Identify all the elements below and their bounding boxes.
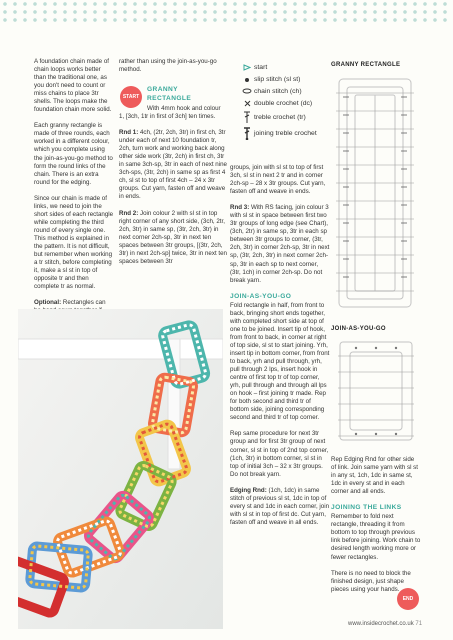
page-number: 71 (415, 621, 423, 627)
crochet-chain-photo (18, 309, 223, 629)
edging-repeat-paragraph: Rep Edging Rnd for other side of link. Join same yarn with sl st in any st, 1ch, 1dc in same st, 1dc in every st and in each corner and all ends. (331, 456, 418, 496)
joining-links-heading: JOINING THE LINKS (331, 504, 402, 512)
column-3-text (230, 164, 330, 535)
granny-rectangle-chart (333, 73, 417, 313)
column-2-pattern (119, 105, 227, 274)
joining-treble-icon (240, 127, 254, 140)
intro-paragraph: A foundation chain made of chain loops works better than the traditional one, as you don't need to count or miss chains to place 3tr shells. The loops make the foundation chain more solid. (34, 58, 112, 114)
start-badge: START (120, 86, 142, 108)
chain-oval-icon (240, 88, 254, 94)
join-as-you-go-chart (336, 338, 416, 444)
join-paragraph-2: Rep same procedure for next 3tr group and for first 3tr group of next corner, sl st in top of 2nd top corner, (1ch, 3tr) in bottom corner, sl st in top of initial 3ch – 32 x 3tr groups. Do not break yarn. (230, 430, 329, 478)
join-chart-title: JOIN-AS-YOU-GO (331, 326, 386, 332)
key-start: start (240, 62, 340, 74)
key-chain-stitch: chain stitch (ch) (240, 86, 340, 98)
round-3-instruction: Rnd 3: With RS facing, join colour 3 with sl st in space between first two 3tr groups of long edge (see Chart), (3ch, 2tr) in same sp, 3tr in each sp between 3tr groups to corner, (3tr, 2ch, 3tr) in corner 2ch-sp, 3tr in next sp, (3tr, 2ch, 3tr) in next corner 2ch-sp, 3tr in each sp to next corner, (3tr, 1ch) in corner 2ch-sp. Do not break yarn. (230, 204, 330, 284)
join-paragraph-1: Fold rectangle in half, from front to back, bringing short ends together, with completed short side at top of one to be joined. Insert tip of hook, from front to back, in corner at right of top side, sl st to start joining. Yrh, insert tip in bottom corner, from front to back, yrh and pull through, yrh, pull through 2 lps, insert hook in centre of first top tr of top corner, yrh, pull through and through all lps on hook – first joining tr made. Rep for both second and third tr of bottom side, joining corresponding second and third tr of top corner. (230, 301, 330, 422)
links-paragraph: Since our chain is made of links, we need to join the short sides of each rectangle while completing the third round of every single one. This method is explained in the pattern. It is not difficult, but remember when working a tr stitch, before completing it, make a sl st in top of opposite tr and then complete tr as normal. (34, 194, 114, 291)
granny-rectangle-heading: GRANNY RECTANGLE (147, 86, 192, 102)
blocking-note: There is no need to block the finished design, just shape pieces using your hands. (331, 569, 411, 593)
granny-chart-title: GRANNY RECTANGLE (331, 62, 401, 68)
column-2-intro: rather than using the join-as-you-go method. (119, 58, 217, 74)
end-badge: END (397, 588, 419, 610)
joining-links-paragraph: Remember to fold next rectangle, threading it from bottom to top through previous link before joining. Work chain to desired length working more or fewer rectangles. (331, 513, 421, 561)
round-2-instruction: Rnd 2: Join colour 2 with sl st in top right corner of any short side, (3ch, 2tr, 2ch, 3tr) in same sp, (3tr, 2ch, 3tr) in next corner 2ch-sp, 3tr in next ten spaces between 3tr groups, [(3tr, 2ch, 3tr) in next 2ch-sp] twice, 3tr in next ten spaces between 3tr (119, 209, 227, 265)
join-as-you-go-heading: JOIN-AS-YOU-GO (230, 292, 292, 300)
start-arrow-icon (240, 64, 254, 71)
footer (348, 621, 422, 627)
lead-instruction: With 4mm hook and colour 1, [3ch, 1tr in first of 3ch] ten times. (119, 105, 221, 121)
stitch-key (240, 62, 340, 141)
slip-stitch-dot-icon (240, 77, 254, 83)
key-slip-stitch: slip stitch (sl st) (240, 74, 340, 86)
round-2-continued: groups, join with sl st to top of first 3ch, sl st in next 2 tr and in corner 2ch-sp – 28 x 3tr groups. Cut yarn, fasten off and weave in ends. (230, 164, 326, 196)
key-joining-treble: joining treble crochet (240, 125, 340, 141)
double-crochet-cross-icon (240, 100, 254, 107)
key-treble-crochet: treble crochet (tr) (240, 109, 340, 125)
edging-instruction: Edging Rnd: (1ch, 1dc) in same stitch of previous sl st, 1dc in top of every st and 1dc in each corner, join with sl st in top of first dc. Cut yarn, fasten off and weave in all ends. (230, 486, 330, 526)
optional-paragraph: Optional: Rectangles can (34, 299, 106, 307)
treble-crochet-icon (240, 111, 254, 124)
key-double-crochet: double crochet (dc) (240, 97, 340, 109)
website-url: www.insidecrochet.co.uk (348, 621, 414, 627)
granny-rectangle-paragraph: Each granny rectangle is made of three rounds, each worked in a different colour, which you complete using the join-as-you-go method to form the round links of the chain. There is an extra round for the edging. (34, 122, 113, 186)
round-1-instruction: Rnd 1: 4ch, (2tr, 2ch, 3tr) in first ch, 3tr under each of next 10 foundation tr, 2ch, turn work and working back along other side work (3tr, 2ch) in first ch, 3tr in same 3ch-sp, 3tr in each of next nine 3ch-sps, (3tr, 2ch) in same sp as first 4 ch, sl st to top of first 4ch – 24 x 3tr groups. Cut yarn, fasten off and weave in ends. (119, 129, 227, 201)
column-1-text (34, 58, 114, 331)
decorative-dot-border (0, 0, 453, 24)
column-4-text (331, 456, 421, 602)
